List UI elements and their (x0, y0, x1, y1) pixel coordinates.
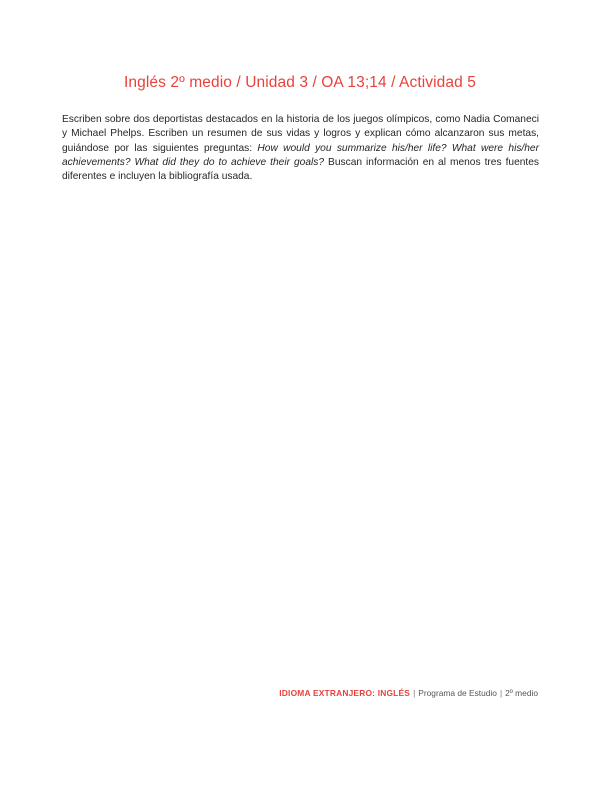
page-footer (279, 688, 538, 698)
description-part-2: Buscan información en al menos tres fuentes diferentes e incluyen la bibliografía usada. (62, 156, 539, 182)
footer-separator-2: | (499, 688, 503, 698)
guiding-questions: How would you summarize his/her life? What were his/her achievements? What did they do to achieve their goals? (62, 142, 539, 168)
activity-description (62, 113, 539, 184)
footer-program: Programa de Estudio (418, 688, 497, 698)
footer-separator-1: | (413, 688, 416, 698)
footer-grade: 2º medio (505, 688, 538, 698)
activity-title: Inglés 2º medio / Unidad 3 / OA 13;14 / Actividad 5 (124, 74, 476, 91)
footer-subject: IDIOMA EXTRANJERO: INGLÉS (279, 688, 411, 698)
description-part-1: Escriben sobre dos deportistas destacados en la historia de los juegos olímpicos, como Nadia Comaneci y Michael Phelps. Escriben un resumen de sus vidas y logros y explican cómo alcanzaron sus metas, guiándose por las siguientes preguntas: (62, 114, 539, 154)
